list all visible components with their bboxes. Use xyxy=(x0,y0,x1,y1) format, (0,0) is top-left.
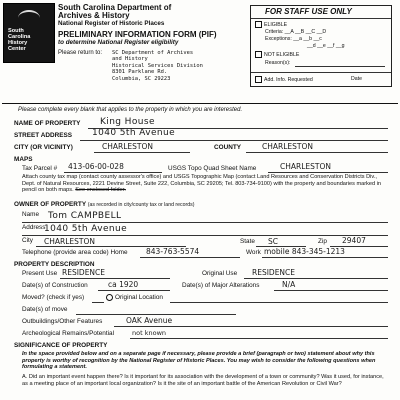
construction-date-label: Date(s) of Construction xyxy=(22,282,88,289)
eligible-label: ELIGIBLE xyxy=(264,21,288,28)
palmetto-emblem-icon xyxy=(18,10,40,26)
address-line: and History xyxy=(112,56,148,63)
logo-line: Center xyxy=(8,46,26,52)
owner-state-field[interactable]: SC xyxy=(268,237,278,246)
usgs-label: USGS Topo Quad Sheet Name xyxy=(168,165,257,172)
owner-label-text: OWNER OF PROPERTY xyxy=(14,201,86,208)
present-use-field[interactable]: RESIDENCE xyxy=(62,268,106,277)
original-location-label: Original Location xyxy=(115,294,163,302)
original-location-radio[interactable] xyxy=(106,294,113,301)
not-eligible-label: NOT ELIGIBLE xyxy=(264,51,300,58)
work-phone-label: Work xyxy=(246,249,261,256)
sc-history-center-logo xyxy=(3,3,55,63)
street-field[interactable]: 1040 5th Avenue xyxy=(92,128,176,138)
staff-use-box xyxy=(250,5,392,87)
owner-address-field[interactable]: 1040 5th Avenue xyxy=(44,224,128,234)
not-eligible-checkbox[interactable] xyxy=(255,51,262,58)
date-label: Date xyxy=(351,76,362,82)
owner-zip-label: Zip xyxy=(318,238,327,245)
archeological-label: Archeological Remains/Potential xyxy=(22,330,115,337)
usgs-field[interactable]: CHARLESTON xyxy=(280,162,331,171)
significance-question-a: A. Did an important event happen there? Is it important for its association with the development of a town or community? Was it used, for instance, as a meeting place of an important local organization? Is it the site of an important battle of the American Revolution or Civil War? xyxy=(22,374,384,387)
home-phone-field[interactable]: 843-763-5574 xyxy=(146,247,200,256)
original-location-option[interactable] xyxy=(106,294,163,301)
owner-city-label: City xyxy=(22,237,34,244)
owner-zip-field[interactable]: 29407 xyxy=(342,236,366,245)
owner-address-label: Address xyxy=(22,224,46,231)
alterations-label: Date(s) of Major Alterations xyxy=(182,282,260,289)
logo-line: South xyxy=(8,28,24,34)
owner-label xyxy=(14,201,194,208)
significance-intro: In the space provided below and on a separate page if necessary, please provide a brief (paragraph or two) statement about why this property is worthy of recognition by the National Register of Historic Places. You may wish to consider the following questions when formulating a statement. xyxy=(22,351,376,371)
county-label: COUNTY xyxy=(214,144,241,151)
owner-name-field[interactable]: Tom CAMPBELL xyxy=(48,211,122,221)
tax-parcel-label: Tax Parcel # xyxy=(22,165,58,172)
instruction-text: Please complete every blank that applies to the property in which you are interested. xyxy=(18,107,243,113)
original-use-label: Original Use xyxy=(202,270,238,277)
original-use-field[interactable]: RESIDENCE xyxy=(252,268,296,277)
outbuildings-field[interactable]: OAK Avenue xyxy=(126,316,173,325)
owner-city-field[interactable]: CHARLESTON xyxy=(44,237,95,246)
add-info-option[interactable] xyxy=(255,76,313,83)
work-phone-field[interactable]: mobile 843-345-1213 xyxy=(264,247,345,256)
owner-state-label: State xyxy=(240,238,255,245)
address-line: Columbia, SC 29223 xyxy=(112,75,171,82)
maps-note-strike: See enclosed folder. xyxy=(75,187,126,194)
name-field[interactable]: King House xyxy=(100,117,155,127)
dept-name: South Carolina Department of xyxy=(58,3,172,12)
program-name: National Register of Historic Places xyxy=(58,20,165,27)
staff-title: FOR STAFF USE ONLY xyxy=(265,7,352,16)
exceptions-line-2: __d __e __f __g xyxy=(307,43,345,49)
address-line: 8301 Parklane Rd. xyxy=(112,69,168,76)
name-label: NAME OF PROPERTY xyxy=(14,120,81,127)
eligible-option[interactable] xyxy=(255,21,287,28)
moved-date-label: Date(s) of move xyxy=(22,306,68,313)
maps-note: Attach county tax map (contact county assessor's office) and USGS Topographic Map (contact Land Resources and Conservation Districts Div., Dept. of Natural Resources, 2221 Devine Street, Suite 222, Columbia, SC 29205; Tel. 803-734-9100) with the property and boundaries marked in pencil on both maps. xyxy=(22,174,382,194)
present-use-label: Present Use xyxy=(22,270,58,277)
city-field[interactable]: CHARLESTON xyxy=(102,142,153,151)
alterations-field[interactable]: N/A xyxy=(282,280,296,289)
maps-instructions xyxy=(22,174,388,194)
return-label: Please return to: xyxy=(58,50,103,56)
logo-line: History xyxy=(8,40,28,46)
logo-line: Carolina xyxy=(8,34,31,40)
archives-name: Archives & History xyxy=(58,11,130,20)
reasons-label: Reason(s): xyxy=(265,60,291,66)
add-info-label: Add. Info. Requested xyxy=(264,76,313,83)
address-line: SC Department of Archives xyxy=(112,50,194,56)
street-label: STREET ADDRESS xyxy=(14,132,72,139)
owner-note: (as recorded in city/county tax or land records) xyxy=(87,202,195,208)
eligible-checkbox[interactable] xyxy=(255,21,262,28)
city-label: CITY (OR VICINITY) xyxy=(14,144,73,151)
not-eligible-option[interactable] xyxy=(255,51,299,58)
maps-label: MAPS xyxy=(14,156,33,163)
archeological-field[interactable]: not known xyxy=(132,329,167,337)
construction-date-field[interactable]: ca 1920 xyxy=(108,280,139,289)
address-line: Historical Services Division xyxy=(112,62,203,69)
phone-label: Telephone (provide area code) Home xyxy=(22,249,128,256)
owner-name-label: Name xyxy=(22,211,40,218)
significance-label: SIGNIFICANCE OF PROPERTY xyxy=(14,342,108,349)
return-address xyxy=(112,50,203,82)
county-field[interactable]: CHARLESTON xyxy=(262,142,313,151)
add-info-checkbox[interactable] xyxy=(255,76,262,83)
tax-parcel-field[interactable]: 413-06-00-028 xyxy=(68,162,124,171)
criteria-line: Criteria: __A __B __C __D xyxy=(265,29,327,35)
form-purpose: to determine National Register eligibility xyxy=(58,39,179,46)
outbuildings-label: Outbuildings/Other Features xyxy=(22,318,103,325)
moved-label: Moved? (check if yes) xyxy=(22,294,85,301)
exceptions-line: Exceptions: __a __b __c xyxy=(265,36,322,42)
property-description-label: PROPERTY DESCRIPTION xyxy=(14,261,95,268)
form-title: PRELIMINARY INFORMATION FORM (PIF) xyxy=(58,30,217,39)
